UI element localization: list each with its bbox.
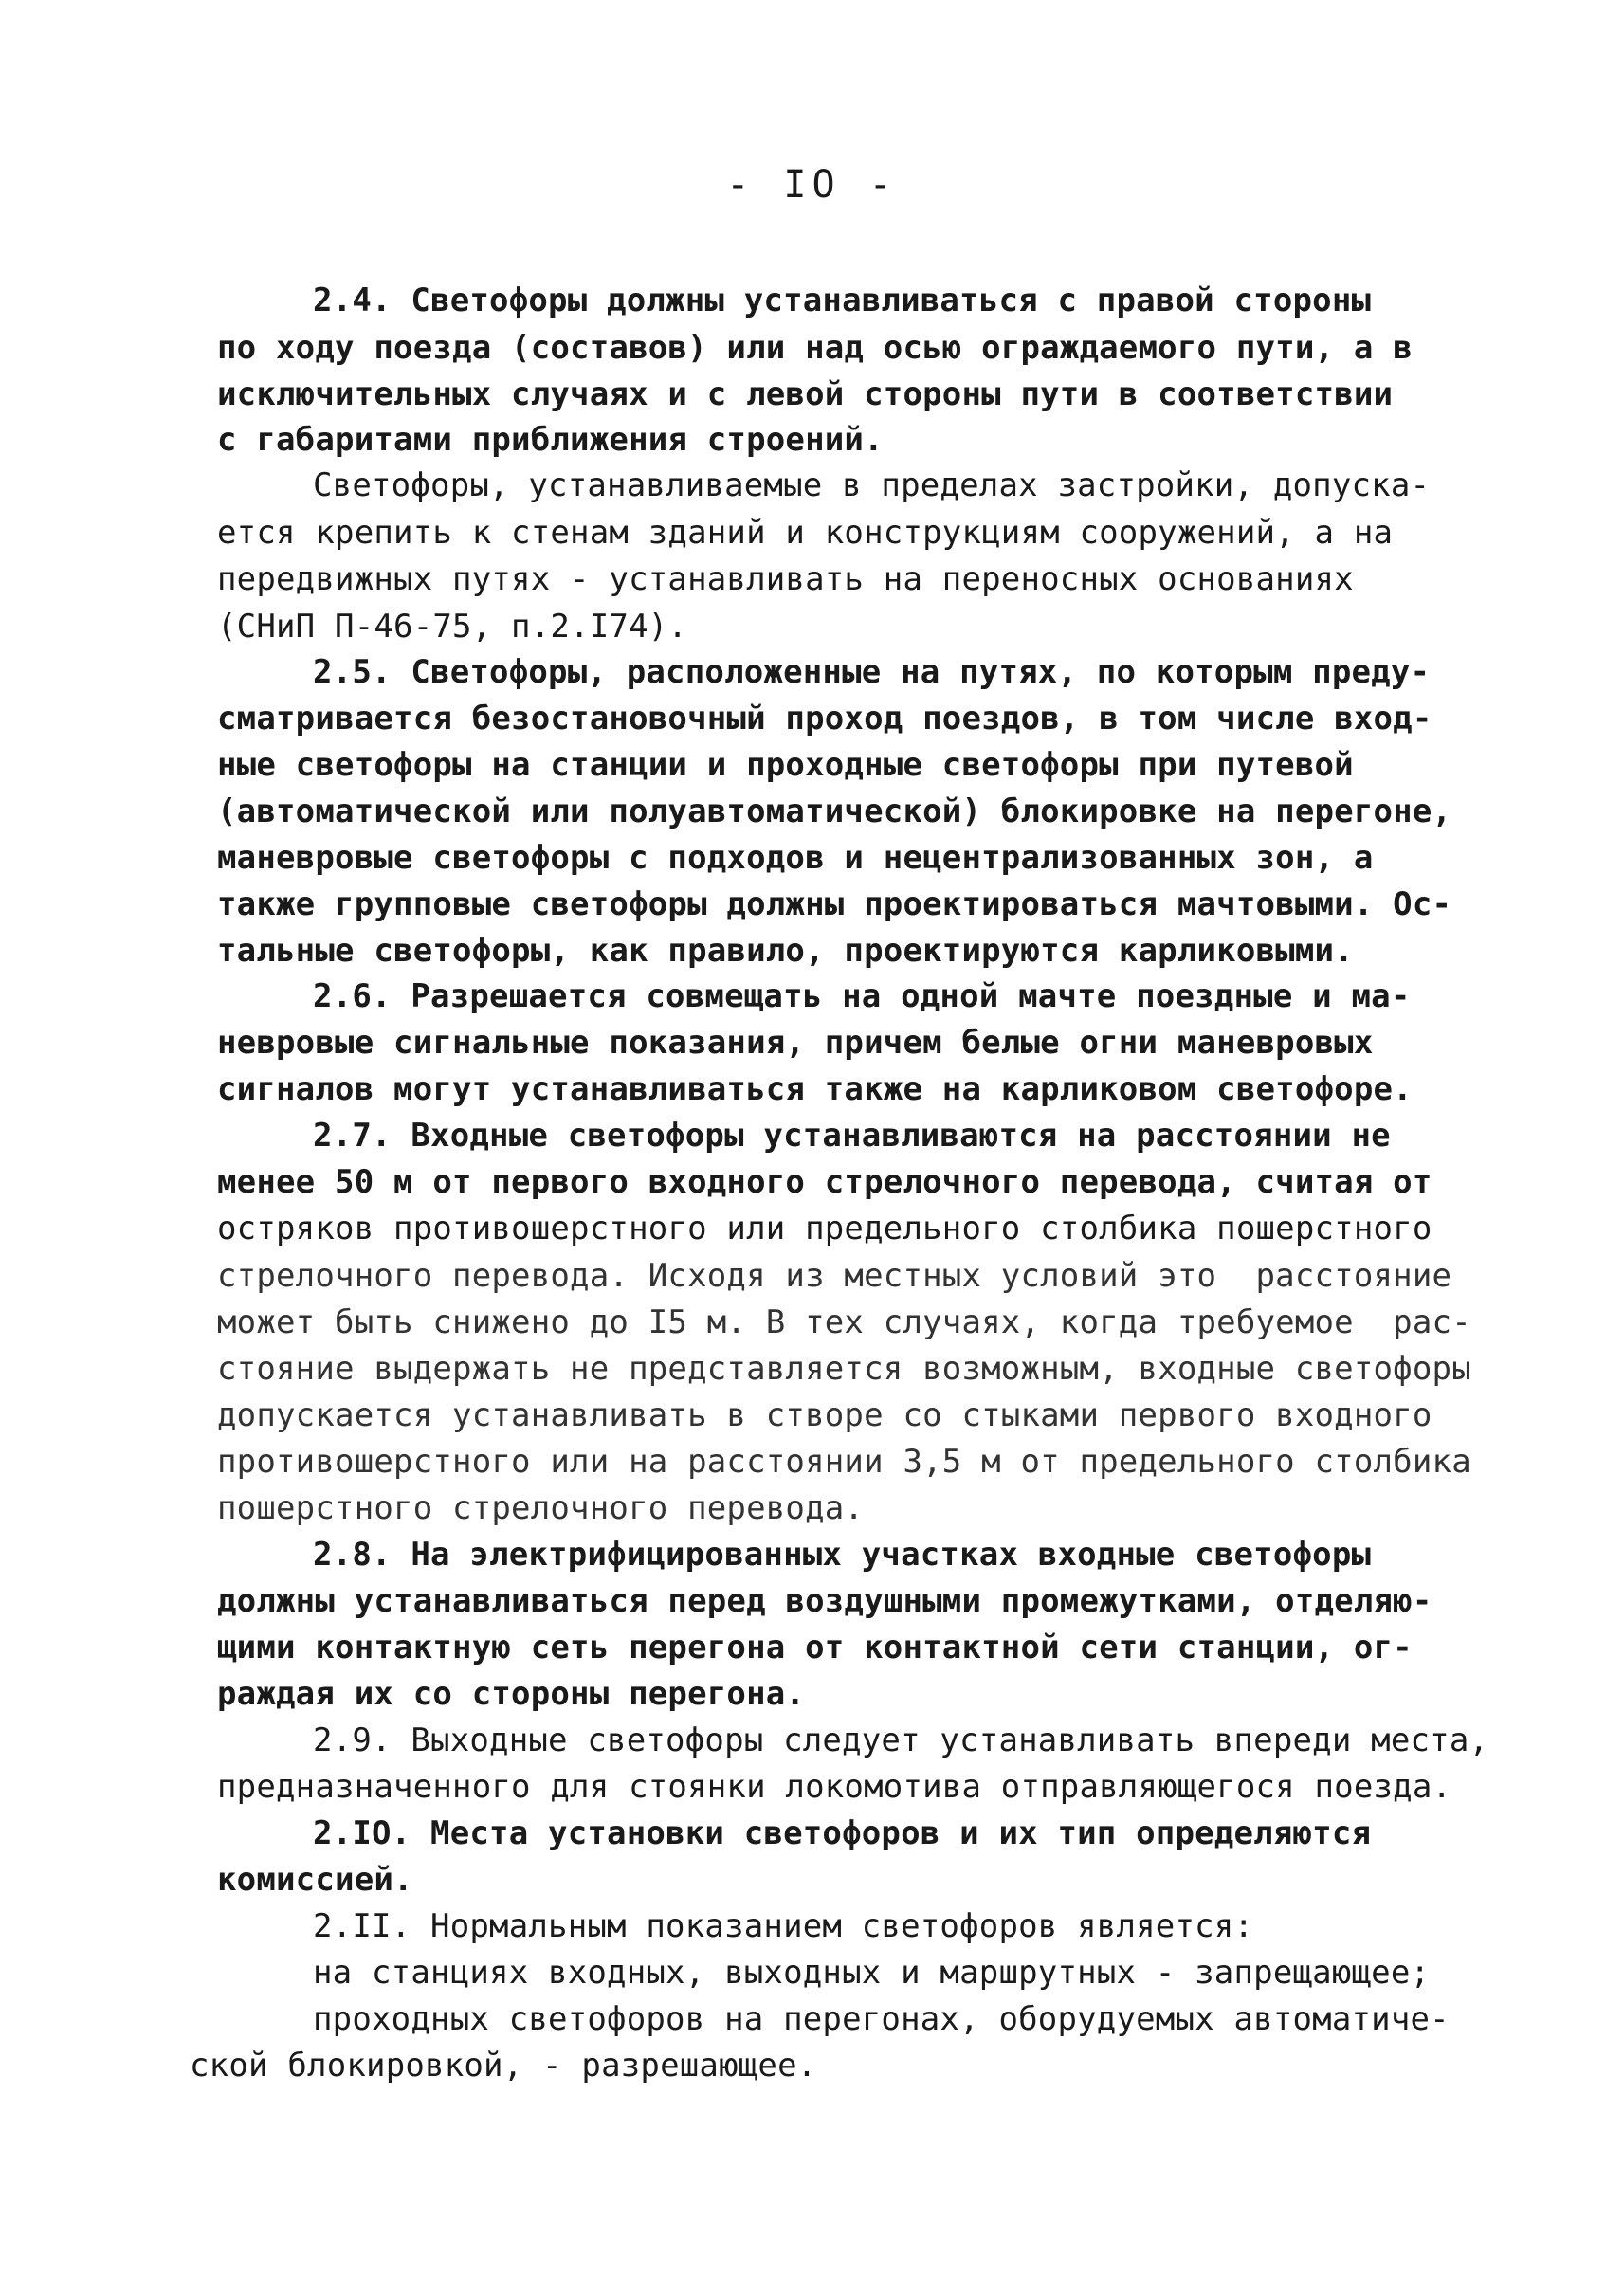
text-line: пошерстного стрелочного перевода. (217, 1489, 865, 1527)
text-line: комиссией. (217, 1861, 413, 1899)
text-line: предназначенного для стоянки локомотива отправляющегося поезда. (217, 1768, 1452, 1806)
text-line: сматривается безостановочный проход поездов, в том числе вход- (217, 700, 1432, 738)
text-line: ется крепить к стенам зданий и конструкциям сооружений, а на (217, 514, 1394, 552)
text-line: невровые сигнальные показания, причем белые огни маневровых (217, 1024, 1374, 1062)
text-line: противошерстного или на расстоянии 3,5 м от предельного столбика (217, 1443, 1471, 1481)
text-line: на станциях входных, выходных и маршрутных - запрещающее; (313, 1954, 1431, 1992)
text-line: 2.8. На электрифицированных участках входные светофоры (313, 1536, 1372, 1574)
text-line: по ходу поезда (составов) или над осью ограждаемого пути, а в (217, 329, 1413, 367)
text-line: с габаритами приближения строений. (217, 421, 884, 459)
text-line: 2.7. Входные светофоры устанавливаются на расстоянии не (313, 1117, 1391, 1155)
text-line: маневровые светофоры с подходов и нецентрализованных зон, а (217, 839, 1374, 877)
text-line: 2.IO. Места установки светофоров и их тип определяются (313, 1814, 1372, 1852)
text-line: должны устанавливаться перед воздушными промежутками, отделяю- (217, 1582, 1432, 1620)
text-line: щими контактную сеть перегона от контактной сети станции, ог- (217, 1629, 1413, 1667)
text-line: остряков противошерстного или предельного столбика пошерстного (217, 1210, 1432, 1248)
text-line: ской блокировкой, - разрешающее. (190, 2047, 817, 2085)
text-line: передвижных путях - устанавливать на переносных основаниях (217, 560, 1354, 598)
text-line: проходных светофоров на перегонах, оборудуемых автоматиче- (313, 2000, 1450, 2038)
text-line: 2.II. Нормальным показанием светофоров является: (313, 1907, 1254, 1945)
text-line: стрелочного перевода. Исходя из местных условий это расстояние (217, 1257, 1452, 1295)
text-line: 2.5. Светофоры, расположенные на путях, по которым преду- (313, 653, 1431, 691)
text-line: менее 50 м от первого входного стрелочного перевода, считая от (217, 1163, 1432, 1201)
text-line: тальные светофоры, как правило, проектируются карликовыми. (217, 932, 1354, 970)
text-line: 2.6. Разрешается совмещать на одной мачте поездные и ма- (313, 977, 1411, 1015)
text-line: (СНиП П-46-75, п.2.I74). (217, 608, 688, 646)
text-line: 2.4. Светофоры должны устанавливаться с правой стороны (313, 282, 1372, 319)
text-line: ные светофоры на станции и проходные светофоры при путевой (217, 746, 1354, 784)
text-line: 2.9. Выходные светофоры следует устанавливать впереди места, (313, 1721, 1489, 1759)
text-line: раждая их со стороны перегона. (217, 1675, 806, 1713)
text-line: стояние выдержать не представляется возможным, входные светофоры (217, 1350, 1471, 1388)
text-line: может быть снижено до I5 м. В тех случаях, когда требуемое рас- (217, 1303, 1471, 1341)
text-line: допускается устанавливать в створе со стыками первого входного (217, 1396, 1432, 1434)
text-line: исключительных случаях и с левой стороны пути в соответствии (217, 375, 1394, 413)
page-number: - IO - (726, 163, 898, 207)
text-line: также групповые светофоры должны проектироваться мачтовыми. Ос- (217, 885, 1452, 923)
text-line: сигналов могут устанавливаться также на карликовом светофоре. (217, 1070, 1413, 1108)
text-line: (автоматической или полуавтоматической) блокировке на перегоне, (217, 792, 1452, 830)
text-line: Светофоры, устанавливаемые в пределах застройки, допуска- (313, 466, 1431, 504)
